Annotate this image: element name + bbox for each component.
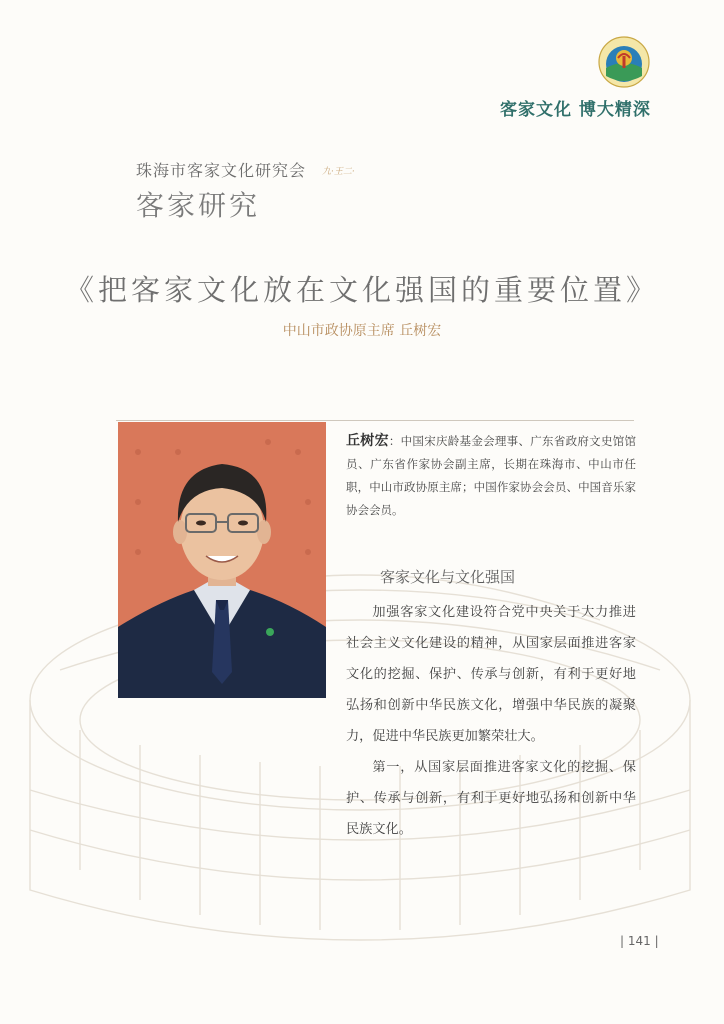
author-portrait: [118, 422, 326, 698]
article-title: 《把客家文化放在文化强国的重要位置》: [64, 273, 659, 307]
subsection-heading: 客家文化与文化强国: [380, 568, 516, 586]
paragraph: 第一，从国家层面推进客家文化的挖掘、保护、传承与创新，有利于更好地弘扬和创新中华民族文化。: [346, 760, 636, 837]
slogan: 客家文化 博大精深: [500, 100, 651, 120]
divider: [116, 420, 634, 421]
bio-text: ：中国宋庆龄基金会理事、广东省政府文史馆馆员、广东省作家协会副主席，长期在珠海市、中山市任职，中山市政协原主席；中国作家协会会员、中国音乐家协会会员。: [346, 434, 637, 517]
author-line: 中山市政协原主席 丘树宏: [282, 323, 442, 339]
section-title: 客家研究: [136, 189, 261, 222]
author-bio: [346, 430, 636, 522]
page-number: | 141 |: [620, 934, 659, 948]
organization-name: 珠海市客家文化研究会: [136, 161, 307, 180]
paragraph: 加强客家文化建设符合党中央关于大力推进社会主义文化建设的精神，从国家层面推进客家文化的挖掘、保护、传承与创新，有利于更好地弘扬和创新中华民族文化，增强中华民族的凝聚力，促进中华民族更加繁荣壮大。: [346, 605, 636, 744]
article-body: [346, 597, 636, 845]
bio-name: 丘树宏: [346, 433, 389, 449]
handwritten-signature: 九·王二·: [322, 167, 355, 177]
hakka-culture-emblem-icon: [598, 36, 650, 88]
